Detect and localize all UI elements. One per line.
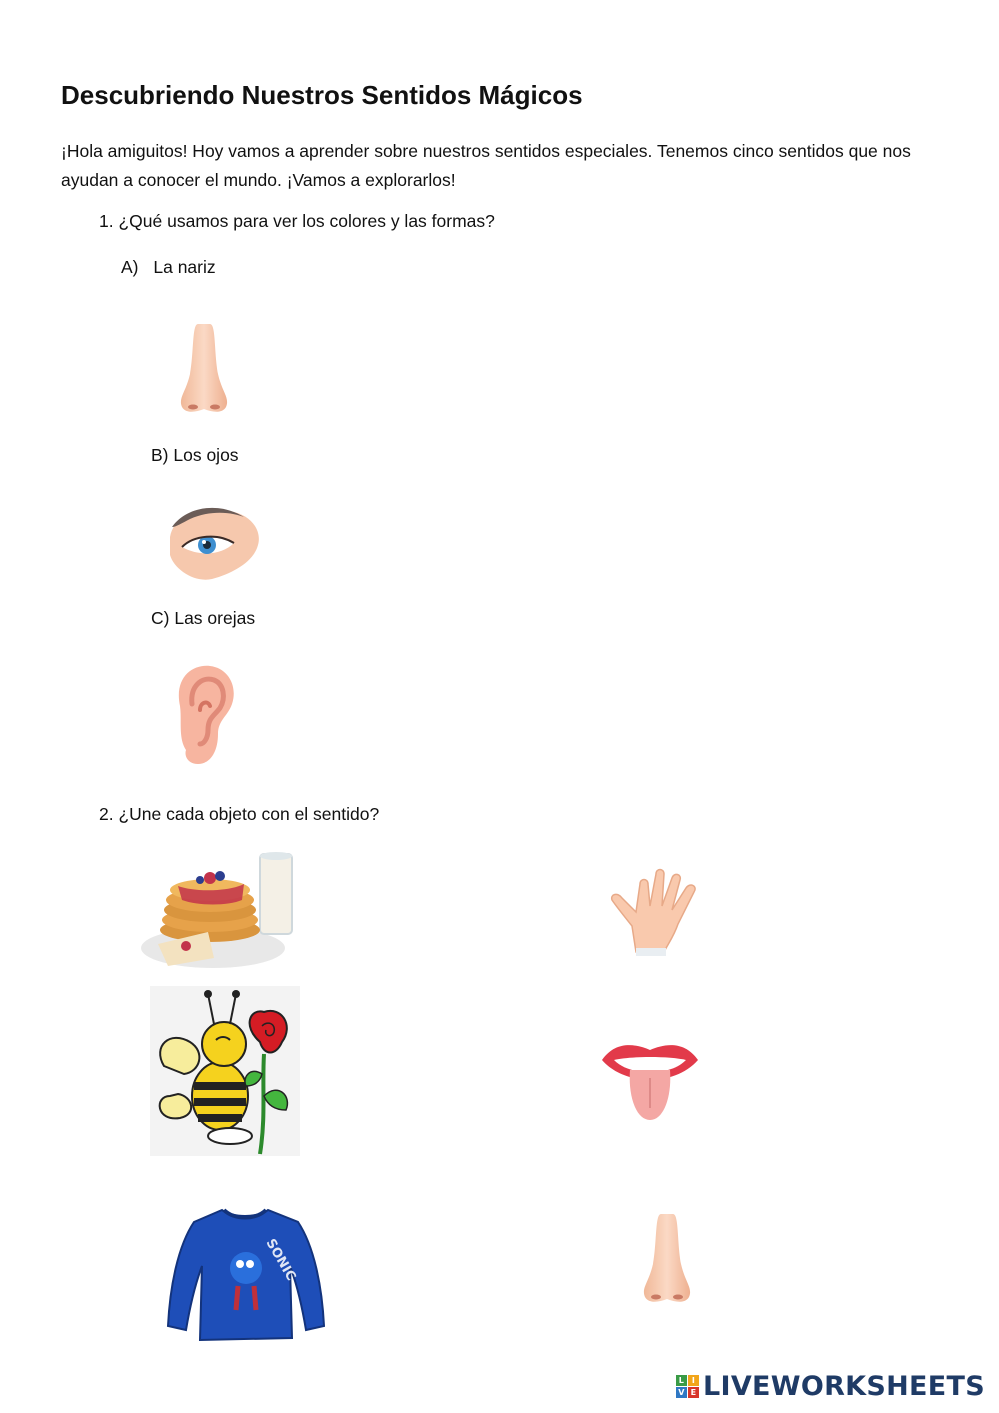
nose-icon xyxy=(152,312,257,420)
question-1-text: ¿Qué usamos para ver los colores y las formas? xyxy=(118,211,495,231)
question-2-number: 2. xyxy=(99,804,114,824)
option-a-label: La nariz xyxy=(153,257,216,277)
ear-icon xyxy=(160,658,240,770)
pancakes-icon[interactable] xyxy=(138,848,298,980)
option-b[interactable] xyxy=(151,445,239,466)
question-2-text: ¿Une cada objeto con el sentido? xyxy=(118,804,380,824)
intro-paragraph: ¡Hola amiguitos! Hoy vamos a aprender sobre nuestros sentidos especiales. Tenemos cinco sentidos que nos ayudan a conocer el mundo. ¡Vamos a explorarlos! xyxy=(61,141,911,190)
sweater-text: SONIC xyxy=(262,1236,299,1284)
option-c-letter: C) xyxy=(151,608,170,628)
question-2 xyxy=(99,804,379,825)
mouth-tongue-icon[interactable] xyxy=(596,1026,704,1126)
eye-icon xyxy=(160,497,268,585)
bee-smelling-flower-icon[interactable] xyxy=(150,986,300,1156)
option-a[interactable] xyxy=(121,257,216,278)
option-c[interactable] xyxy=(151,608,255,629)
hand-icon[interactable] xyxy=(606,864,710,958)
page-title: Descubriendo Nuestros Sentidos Mágicos xyxy=(61,80,583,110)
liveworksheets-logo xyxy=(676,1371,985,1402)
logo-mark-icon: L I V E xyxy=(676,1375,699,1398)
option-c-label: Las orejas xyxy=(174,608,256,628)
sweater-icon[interactable] xyxy=(166,1206,326,1344)
nose-icon[interactable] xyxy=(615,1206,720,1314)
question-1-number: 1. xyxy=(99,211,114,231)
option-a-letter: A) xyxy=(121,257,139,277)
option-b-letter: B) xyxy=(151,445,169,465)
question-1 xyxy=(99,211,495,232)
logo-text: LIVEWORKSHEETS xyxy=(702,1371,985,1402)
option-b-label: Los ojos xyxy=(173,445,239,465)
